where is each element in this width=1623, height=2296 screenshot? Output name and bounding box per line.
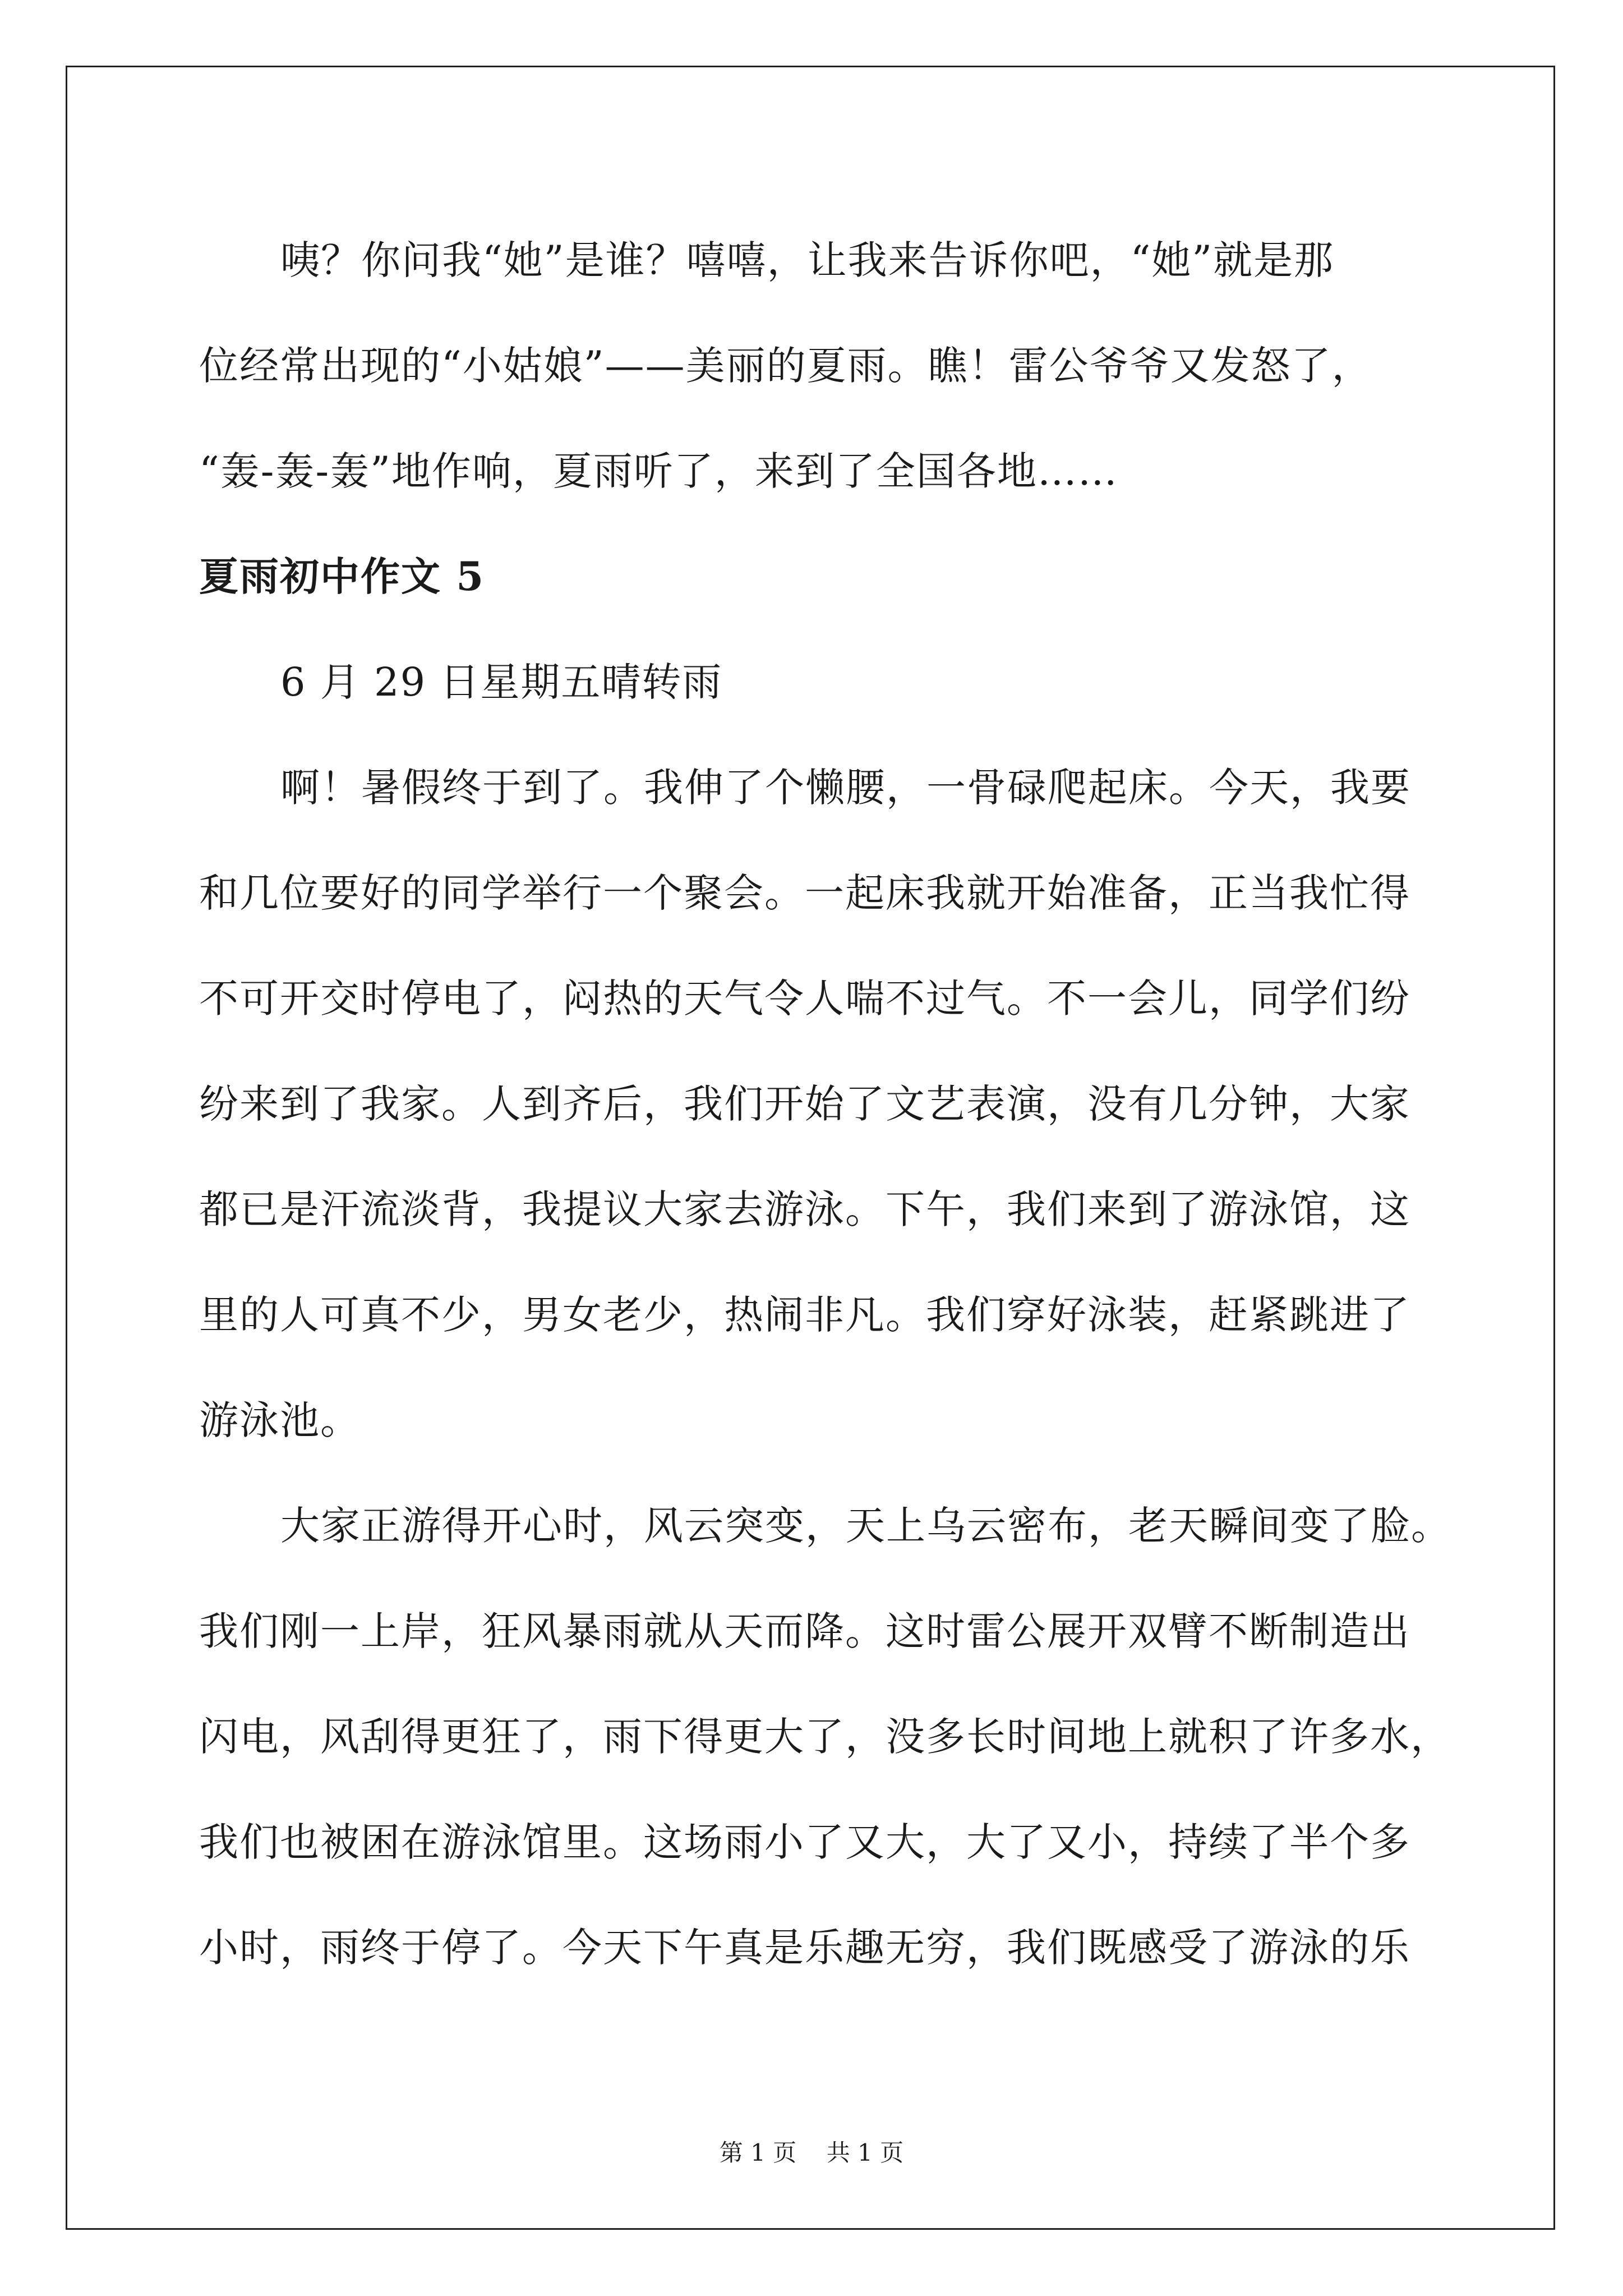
text-line: 纷来到了我家。人到齐后，我们开始了文艺表演，没有几分钟，大家 [199, 1081, 1410, 1127]
text-line: 和几位要好的同学举行一个聚会。一起床我就开始准备，正当我忙得 [199, 870, 1410, 916]
text-line: 不可开交时停电了，闷热的天气令人喘不过气。不一会儿，同学们纷 [199, 976, 1410, 1022]
paragraph-2 [199, 735, 1489, 1473]
page-number-footer: 第 1 页 共 1 页 [719, 2139, 904, 2166]
text-line: 我们也被困在游泳馆里。这场雨小了又大，大了又小，持续了半个多 [199, 1819, 1410, 1865]
text-line: 大家正游得开心时，风云突变，天上乌云密布，老天瞬间变了脸。 [280, 1503, 1451, 1549]
date-line: 6 月 29 日星期五晴转雨 [280, 659, 723, 705]
paragraph-3 [199, 1473, 1489, 2000]
text-line: 里的人可真不少，男女老少，热闹非凡。我们穿好泳装，赶紧跳进了 [199, 1292, 1410, 1338]
text-line: 我们刚一上岸，狂风暴雨就从天而降。这时雷公展开双臂不断制造出 [199, 1608, 1410, 1654]
text-line: “轰-轰-轰”地作响，夏雨听了，来到了全国各地…… [199, 448, 1118, 494]
text-line: 小时，雨终于停了。今天下午真是乐趣无穷，我们既感受了游泳的乐 [199, 1925, 1410, 1971]
paragraph-date [199, 629, 1489, 735]
text-line: 都已是汗流淡背，我提议大家去游泳。下午，我们来到了游泳馆，这 [199, 1186, 1410, 1232]
section-heading: 夏雨初中作文 5 [199, 553, 485, 600]
text-line: 闪电，风刮得更狂了，雨下得更大了，没多长时间地上就积了许多水， [199, 1714, 1451, 1760]
text-line: 游泳池。 [199, 1397, 361, 1443]
paragraph-1 [199, 208, 1489, 524]
text-line: 位经常出现的“小姑娘”——美丽的夏雨。瞧！雷公爷爷又发怒了， [199, 343, 1372, 389]
text-line: 咦？你问我“她”是谁？嘻嘻，让我来告诉你吧，“她”就是那 [280, 237, 1335, 283]
document-body [199, 208, 1489, 2000]
text-line: 啊！暑假终于到了。我伸了个懒腰，一骨碌爬起床。今天，我要 [280, 765, 1411, 811]
